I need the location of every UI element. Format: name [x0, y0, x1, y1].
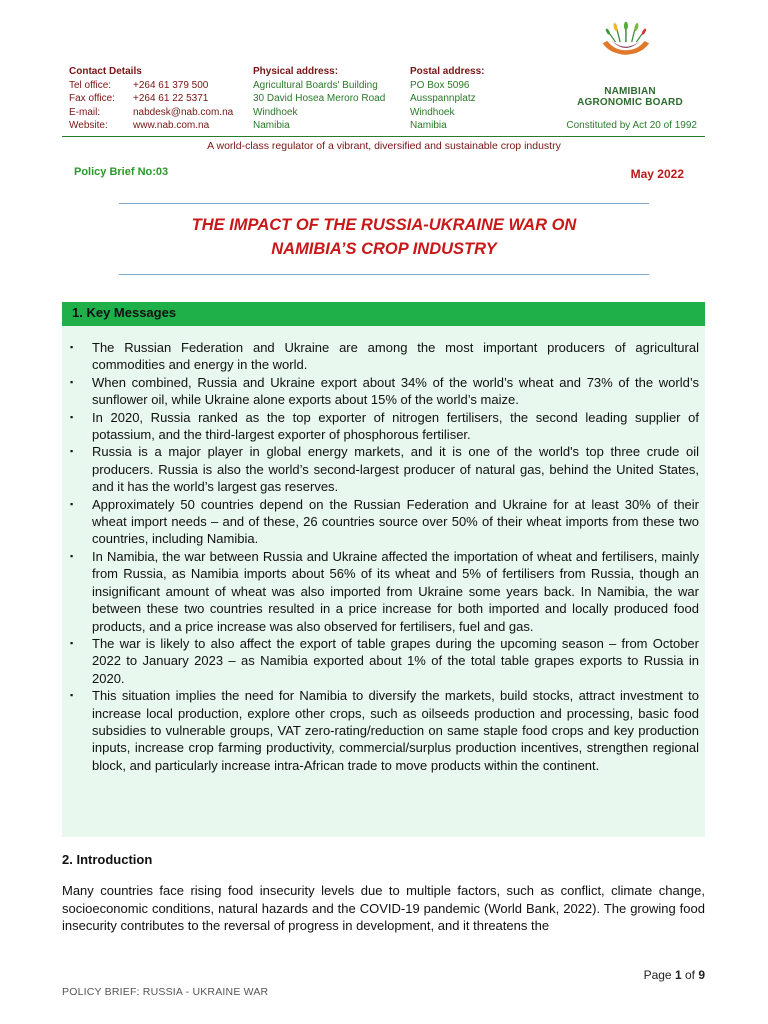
- address-line: Windhoek: [410, 106, 455, 118]
- title-line: THE IMPACT OF THE RUSSIA-UKRAINE WAR ON: [191, 216, 577, 234]
- list-item-text: Approximately 50 countries depend on the Russian Federation and Ukraine for at least 30% of their wheat import needs – and of these, 26 countries source over 50% of their wheat imports from these two countries, including Namibia.: [92, 496, 699, 547]
- address-line: 30 David Hosea Meroro Road: [253, 93, 386, 104]
- bullet-icon: ▪: [70, 342, 74, 352]
- website-link[interactable]: www.nab.com.na: [133, 120, 210, 131]
- brief-date: May 2022: [630, 167, 684, 181]
- list-item-text: This situation implies the need for Namibia to diversify the markets, build stocks, attract investment to increase local production, explore other crops, such as oilseeds production and processing, basic food subsidies to vulnerable groups, VAT zero-rating/reduction on same staple food crops and key production inputs, increase crop farming productivity, commercial/surplus production incentives, strengthen regional block, and particularly increase intra-African trade to move products within the continent.: [92, 688, 699, 773]
- fax-value: +264 61 22 5371: [133, 93, 209, 104]
- introduction-text: Many countries face rising food insecurity levels due to multiple factors, such as conflict, climate change, socioeconomic conditions, natural hazards and the COVID-19 pandemic (World Bank, 2022). The growing food insecurity contributes to the reversal of progress in development, and it threatens the: [62, 883, 705, 934]
- bullet-icon: ▪: [70, 498, 74, 509]
- email-link[interactable]: nabdesk@nab.com.na: [133, 106, 234, 118]
- list-item-text: In Namibia, the war between Russia and Ukraine affected the importation of wheat and fertilisers, mainly from Russia, as Namibia imports about 56% of its wheat and 5% of fertilisers from Russia, though an insignificant amount of wheat was also imported from Ukraine some years back. In Namibia, the war between these two countries resulted in a price increase for both imported and locally produced food products, and a price increase was also observed for fertilisers, fuel and gas.: [92, 548, 699, 634]
- logo-text: [560, 86, 700, 108]
- contact-label: Fax office:: [69, 93, 115, 104]
- tel-value: +264 61 379 500: [133, 79, 209, 91]
- bullet-icon: ▪: [70, 637, 74, 648]
- list-item: [62, 496, 705, 548]
- list-item-text: Russia is a major player in global energy markets, and it is one of the world's top three crude oil producers. Russia is also the world’s second-largest producer of natural gas, behind the United States, and it has the world’s largest gas reserves.: [92, 444, 699, 495]
- bullet-icon: ▪: [70, 411, 74, 422]
- logo-line: AGRONOMIC BOARD: [577, 97, 683, 108]
- title-line: NAMIBIA’S CROP INDUSTRY: [271, 240, 497, 258]
- constituted-note: Constituted by Act 20 of 1992: [566, 120, 697, 131]
- contact-heading: Contact Details: [69, 66, 142, 77]
- address-line: Agricultural Boards' Building: [253, 79, 378, 91]
- list-item: [62, 409, 705, 444]
- page-current: 1: [674, 968, 682, 982]
- title-rule-bottom: [119, 274, 649, 275]
- document-title: [0, 213, 768, 261]
- page-number: [644, 968, 705, 982]
- list-item: [62, 687, 705, 774]
- contact-details: [69, 65, 233, 133]
- postal-heading: Postal address:: [410, 66, 485, 77]
- list-item-text: The Russian Federation and Ukraine are among the most important producers of agricultural commodities and energy in the world.: [92, 340, 699, 373]
- address-line: Namibia: [410, 120, 447, 131]
- contact-label: Website:: [69, 120, 108, 131]
- key-messages-list: [62, 339, 705, 774]
- contact-row: [69, 92, 233, 106]
- list-item-text: The war is likely to also affect the export of table grapes during the upcoming season – from October 2022 to January 2023 – as Namibia exported about 1% of the total table grapes exports to Russia in 2020.: [92, 635, 699, 686]
- list-item: [62, 339, 705, 374]
- tagline: A world-class regulator of a vibrant, diversified and sustainable crop industry: [207, 140, 561, 152]
- key-messages-header: [62, 302, 705, 326]
- page-total: 9: [698, 968, 705, 982]
- contact-row: [69, 106, 233, 120]
- address-line: PO Box 5096: [410, 79, 470, 91]
- bullet-icon: ▪: [70, 376, 74, 387]
- page-mid: of: [681, 968, 699, 982]
- bullet-icon: ▪: [70, 446, 74, 457]
- contact-label: E-mail:: [69, 106, 101, 118]
- section-heading: 1. Key Messages: [72, 305, 177, 320]
- bullet-icon: ▪: [70, 690, 74, 701]
- header-divider: [62, 136, 705, 137]
- list-item-text: When combined, Russia and Ukraine export about 34% of the world’s wheat and 73% of the world’s sunflower oil, while Ukraine alone exports about 15% of the world’s maize.: [92, 374, 699, 408]
- title-rule-top: [119, 203, 649, 204]
- contact-label: Tel office:: [69, 79, 112, 91]
- address-line: Ausspannplatz: [410, 93, 476, 104]
- physical-address: [253, 65, 385, 133]
- list-item: [62, 635, 705, 687]
- postal-address: [410, 65, 484, 133]
- page-prefix: Page: [643, 968, 675, 982]
- bullet-icon: ▪: [70, 550, 74, 561]
- list-item: [62, 548, 705, 635]
- footer-text: POLICY BRIEF: RUSSIA - UKRAINE WAR: [62, 986, 269, 998]
- list-item-text: In 2020, Russia ranked as the top exporter of nitrogen fertilisers, the second leading supplier of potassium, and the third-largest exporter of phosphorous fertiliser.: [92, 409, 699, 443]
- logo-line: NAMIBIAN: [604, 86, 656, 97]
- list-item: [62, 374, 705, 409]
- nab-logo-icon: [582, 20, 678, 84]
- physical-heading: Physical address:: [253, 66, 339, 77]
- contact-row: [69, 79, 233, 93]
- policy-brief-number: Policy Brief No:03: [74, 166, 169, 178]
- address-line: Namibia: [253, 120, 290, 131]
- introduction-heading: 2. Introduction: [62, 852, 153, 867]
- list-item: [62, 443, 705, 495]
- address-line: Windhoek: [253, 106, 298, 118]
- contact-row: [69, 119, 233, 133]
